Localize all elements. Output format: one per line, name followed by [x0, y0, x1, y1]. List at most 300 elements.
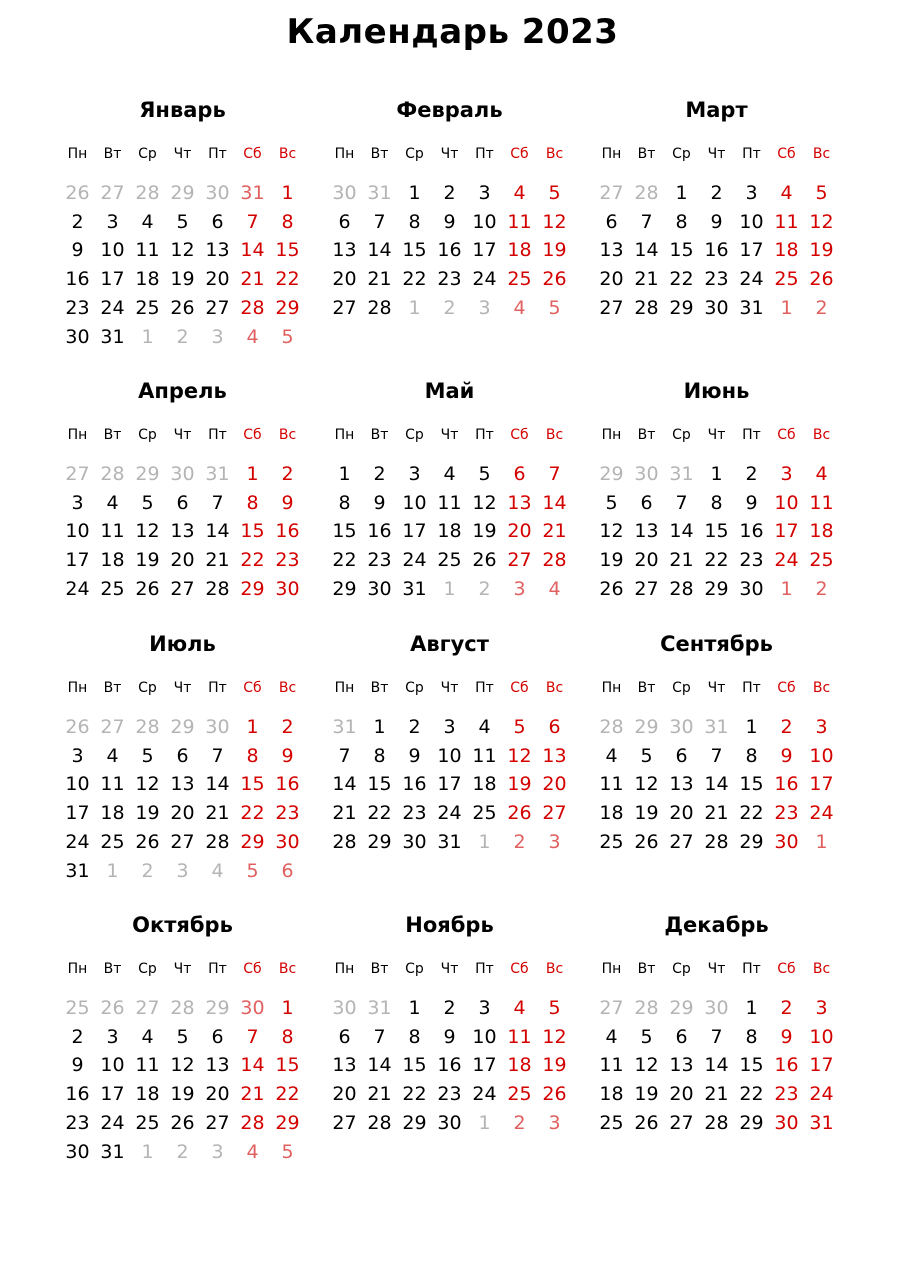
day-cell-other-month: 2: [443, 296, 456, 319]
month-block: [594, 631, 839, 901]
day-cell: 29: [367, 830, 392, 853]
day-cell: 24: [437, 802, 462, 825]
weekday-header: Чт: [440, 427, 459, 443]
weekday-header: Чт: [707, 961, 726, 977]
weekday-header: Чт: [707, 427, 726, 443]
day-cell: 13: [332, 239, 357, 262]
day-cell: 19: [135, 802, 160, 825]
day-cell: 5: [548, 997, 561, 1019]
day-cell: 31: [739, 296, 764, 319]
day-cell: 11: [135, 239, 160, 262]
day-cell: 26: [135, 830, 160, 853]
day-cell-other-month: 1: [780, 577, 793, 600]
weekday-header: Пт: [208, 427, 227, 443]
day-cell: 3: [106, 210, 119, 233]
day-cell: 11: [100, 520, 125, 543]
day-cell: 14: [542, 491, 567, 514]
weekday-header: Пн: [67, 680, 88, 696]
day-cell: 29: [739, 1111, 764, 1134]
day-cell: 26: [135, 577, 160, 600]
day-cell: 21: [704, 802, 729, 825]
day-cell-other-month: 30: [634, 463, 659, 485]
day-cell: 15: [402, 239, 427, 262]
day-cell-other-month: 31: [704, 716, 729, 738]
day-cell: 31: [100, 325, 125, 348]
day-cell: 11: [437, 491, 462, 514]
day-cell: 23: [437, 1083, 462, 1106]
day-cell: 17: [100, 1083, 125, 1106]
day-cell: 28: [542, 549, 567, 572]
weekday-header: Пн: [334, 146, 355, 162]
day-cell: 18: [507, 1054, 532, 1077]
day-cell: 8: [338, 491, 351, 514]
day-cell-other-month: 30: [240, 997, 265, 1019]
weekday-header: Пт: [475, 961, 494, 977]
day-cell: 12: [542, 1025, 567, 1048]
month-block: [327, 378, 572, 648]
day-cell: 29: [275, 296, 300, 319]
day-cell: 31: [809, 1111, 834, 1134]
day-cell: 23: [704, 268, 729, 291]
day-cell: 19: [170, 1083, 195, 1106]
weekday-header: Вс: [545, 146, 564, 162]
weekday-header: Вт: [637, 427, 656, 443]
day-cell-other-month: 29: [669, 997, 694, 1019]
day-cell: 1: [281, 182, 294, 204]
day-cell: 7: [338, 744, 351, 767]
day-cell: 7: [640, 210, 653, 233]
weekday-header: Вт: [370, 961, 389, 977]
day-cell: 17: [809, 1054, 834, 1077]
day-cell: 3: [478, 997, 491, 1019]
day-cell: 22: [704, 549, 729, 572]
day-cell: 6: [605, 210, 618, 233]
day-cell: 24: [809, 1083, 834, 1106]
day-cell: 17: [472, 239, 497, 262]
day-cell-other-month: 30: [205, 182, 230, 204]
day-cell: 20: [507, 520, 532, 543]
day-cell: 12: [135, 773, 160, 796]
month-block: [594, 378, 839, 648]
day-cell: 4: [141, 1025, 154, 1048]
weekday-header: Вт: [637, 146, 656, 162]
day-cell: 17: [774, 520, 799, 543]
day-cell: 15: [332, 520, 357, 543]
day-cell: 2: [780, 997, 793, 1019]
weekday-header: Сб: [243, 427, 262, 443]
day-cell: 12: [809, 210, 834, 233]
weekday-header: Вс: [812, 146, 831, 162]
day-cell: 26: [809, 268, 834, 291]
month-block: [327, 631, 572, 901]
month-block: [327, 97, 572, 367]
day-cell: 16: [774, 1054, 799, 1077]
day-cell: 20: [332, 1083, 357, 1106]
day-cell: 29: [704, 577, 729, 600]
day-cell: 2: [443, 182, 456, 204]
day-cell: 20: [669, 802, 694, 825]
day-cell: 2: [71, 210, 84, 233]
day-cell: 5: [640, 1025, 653, 1048]
day-cell: 23: [65, 296, 90, 319]
day-cell: 16: [739, 520, 764, 543]
weekday-header: Вс: [278, 427, 297, 443]
day-cell-other-month: 4: [246, 325, 259, 348]
weekday-header: Пн: [334, 680, 355, 696]
day-cell: 20: [332, 268, 357, 291]
day-cell: 27: [170, 830, 195, 853]
day-cell: 2: [443, 997, 456, 1019]
day-cell: 4: [106, 744, 119, 767]
day-cell: 8: [281, 210, 294, 233]
day-cell: 14: [634, 239, 659, 262]
day-cell: 19: [135, 549, 160, 572]
day-cell: 11: [507, 210, 532, 233]
day-cell: 4: [478, 716, 491, 738]
day-cell-other-month: 4: [513, 296, 526, 319]
weekday-header: Пт: [742, 961, 761, 977]
day-cell: 8: [408, 210, 421, 233]
weekday-header: Сб: [777, 961, 796, 977]
month-block: [60, 912, 305, 1182]
day-cell: 15: [739, 1054, 764, 1077]
day-cell-other-month: 31: [332, 716, 357, 738]
day-cell: 28: [704, 1111, 729, 1134]
day-cell: 24: [809, 802, 834, 825]
day-cell: 17: [437, 773, 462, 796]
day-cell: 6: [211, 1025, 224, 1048]
day-cell: 12: [170, 239, 195, 262]
day-cell: 2: [71, 1025, 84, 1048]
day-cell: 18: [135, 268, 160, 291]
day-cell: 25: [507, 1083, 532, 1106]
day-cell: 18: [472, 773, 497, 796]
day-cell: 23: [774, 1083, 799, 1106]
day-cell: 21: [704, 1083, 729, 1106]
day-cell: 9: [780, 1025, 793, 1048]
day-cell: 31: [437, 830, 462, 853]
day-cell: 25: [599, 830, 624, 853]
day-cell: 16: [65, 1083, 90, 1106]
day-cell: 12: [170, 1054, 195, 1077]
day-cell: 15: [739, 773, 764, 796]
day-cell: 17: [402, 520, 427, 543]
month-name: Сентябрь: [660, 632, 773, 656]
day-cell: 6: [640, 491, 653, 514]
day-cell: 25: [135, 296, 160, 319]
day-cell: 6: [548, 716, 561, 738]
weekday-header: Вс: [278, 680, 297, 696]
day-cell: 2: [780, 716, 793, 738]
day-cell-other-month: 1: [443, 577, 456, 600]
day-cell-other-month: 27: [100, 182, 125, 204]
day-cell: 29: [240, 577, 265, 600]
day-cell: 1: [408, 182, 421, 204]
day-cell: 31: [402, 577, 427, 600]
weekday-header: Сб: [777, 427, 796, 443]
month-block: [60, 97, 305, 367]
day-cell-other-month: 2: [513, 830, 526, 853]
day-cell: 9: [408, 744, 421, 767]
day-cell: 21: [240, 268, 265, 291]
month-block: [60, 631, 305, 901]
day-cell: 9: [780, 744, 793, 767]
weekday-header: Чт: [440, 961, 459, 977]
day-cell: 16: [275, 520, 300, 543]
day-cell-other-month: 3: [513, 577, 526, 600]
day-cell: 7: [710, 1025, 723, 1048]
day-cell: 12: [634, 773, 659, 796]
day-cell: 16: [437, 1054, 462, 1077]
day-cell: 13: [507, 491, 532, 514]
day-cell: 7: [373, 210, 386, 233]
weekday-header: Ср: [672, 680, 691, 696]
day-cell: 10: [472, 210, 497, 233]
weekday-header: Вс: [545, 961, 564, 977]
day-cell: 5: [605, 491, 618, 514]
weekday-header: Ср: [672, 961, 691, 977]
day-cell: 1: [408, 997, 421, 1019]
day-cell-other-month: 28: [135, 182, 160, 204]
day-cell: 26: [472, 549, 497, 572]
day-cell: 5: [141, 491, 154, 514]
day-cell: 19: [542, 239, 567, 262]
weekday-header: Пн: [601, 146, 622, 162]
day-cell-other-month: 27: [135, 997, 160, 1019]
day-cell-other-month: 1: [106, 859, 119, 882]
day-cell: 30: [65, 1140, 90, 1163]
weekday-header: Вт: [103, 961, 122, 977]
day-cell: 11: [100, 773, 125, 796]
day-cell: 11: [599, 773, 624, 796]
day-cell: 14: [704, 773, 729, 796]
day-cell: 16: [704, 239, 729, 262]
day-cell: 12: [634, 1054, 659, 1077]
day-cell: 25: [135, 1111, 160, 1134]
day-cell-other-month: 30: [332, 997, 357, 1019]
day-cell: 18: [599, 802, 624, 825]
day-cell: 1: [281, 997, 294, 1019]
day-cell-other-month: 5: [281, 325, 294, 348]
day-cell: 9: [443, 210, 456, 233]
day-cell: 10: [774, 491, 799, 514]
day-cell: 6: [211, 210, 224, 233]
day-cell: 30: [704, 296, 729, 319]
day-cell: 9: [373, 491, 386, 514]
weekday-header: Сб: [510, 146, 529, 162]
month-name: Февраль: [396, 98, 503, 122]
day-cell: 23: [65, 1111, 90, 1134]
day-cell-other-month: 29: [634, 716, 659, 738]
day-cell-other-month: 4: [246, 1140, 259, 1163]
day-cell-other-month: 28: [135, 716, 160, 738]
day-cell-other-month: 4: [211, 859, 224, 882]
day-cell-other-month: 30: [205, 716, 230, 738]
day-cell: 24: [472, 268, 497, 291]
day-cell: 11: [472, 744, 497, 767]
day-cell-other-month: 29: [599, 463, 624, 485]
day-cell-other-month: 31: [669, 463, 694, 485]
weekday-header: Вт: [103, 146, 122, 162]
day-cell: 24: [65, 830, 90, 853]
day-cell: 10: [402, 491, 427, 514]
day-cell: 8: [408, 1025, 421, 1048]
day-cell: 8: [281, 1025, 294, 1048]
day-cell: 22: [739, 1083, 764, 1106]
weekday-header: Чт: [440, 146, 459, 162]
day-cell: 14: [332, 773, 357, 796]
weekday-header: Вс: [812, 427, 831, 443]
day-cell-other-month: 29: [205, 997, 230, 1019]
weekday-header: Вс: [278, 146, 297, 162]
day-cell: 10: [809, 744, 834, 767]
day-cell-other-month: 1: [141, 1140, 154, 1163]
day-cell: 13: [669, 773, 694, 796]
day-cell: 10: [100, 1054, 125, 1077]
month-block: [594, 912, 839, 1182]
day-cell: 29: [275, 1111, 300, 1134]
day-cell: 3: [815, 716, 828, 738]
day-cell-other-month: 2: [176, 1140, 189, 1163]
month-name: Октябрь: [132, 913, 233, 937]
day-cell-other-month: 3: [176, 859, 189, 882]
day-cell: 15: [402, 1054, 427, 1077]
day-cell: 27: [170, 577, 195, 600]
month-block: [327, 912, 572, 1182]
day-cell: 9: [745, 491, 758, 514]
day-cell-other-month: 2: [478, 577, 491, 600]
day-cell: 22: [240, 802, 265, 825]
weekday-header: Вт: [637, 680, 656, 696]
day-cell: 12: [135, 520, 160, 543]
day-cell: 6: [513, 463, 526, 485]
day-cell: 24: [774, 549, 799, 572]
day-cell: 12: [507, 744, 532, 767]
day-cell: 5: [176, 1025, 189, 1048]
day-cell-other-month: 2: [513, 1111, 526, 1134]
day-cell-other-month: 2: [815, 296, 828, 319]
day-cell-other-month: 3: [478, 296, 491, 319]
day-cell: 23: [275, 549, 300, 572]
day-cell: 19: [599, 549, 624, 572]
day-cell: 10: [809, 1025, 834, 1048]
weekday-header: Ср: [405, 680, 424, 696]
weekday-header: Сб: [777, 146, 796, 162]
weekday-header: Сб: [243, 961, 262, 977]
weekday-header: Ср: [672, 427, 691, 443]
weekday-header: Пт: [208, 146, 227, 162]
day-cell: 7: [373, 1025, 386, 1048]
weekday-header: Пт: [475, 680, 494, 696]
day-cell: 20: [634, 549, 659, 572]
day-cell: 2: [373, 463, 386, 485]
weekday-header: Пн: [67, 427, 88, 443]
day-cell-other-month: 28: [599, 716, 624, 738]
month-name: Январь: [139, 98, 226, 122]
day-cell: 18: [100, 802, 125, 825]
day-cell: 8: [246, 491, 259, 514]
month-name: Ноябрь: [405, 913, 494, 937]
day-cell: 13: [205, 1054, 230, 1077]
day-cell: 3: [815, 997, 828, 1019]
day-cell: 26: [634, 830, 659, 853]
day-cell: 5: [141, 744, 154, 767]
day-cell: 30: [774, 1111, 799, 1134]
day-cell: 28: [205, 577, 230, 600]
day-cell: 2: [281, 716, 294, 738]
day-cell: 18: [507, 239, 532, 262]
weekday-header: Пт: [475, 427, 494, 443]
weekday-header: Сб: [510, 680, 529, 696]
day-cell-other-month: 1: [780, 296, 793, 319]
day-cell: 3: [443, 716, 456, 738]
day-cell: 24: [472, 1083, 497, 1106]
day-cell: 18: [599, 1083, 624, 1106]
weekday-header: Пн: [67, 961, 88, 977]
day-cell-other-month: 31: [367, 997, 392, 1019]
day-cell-other-month: 3: [211, 1140, 224, 1163]
day-cell: 1: [710, 463, 723, 485]
day-cell: 24: [65, 577, 90, 600]
day-cell: 8: [675, 210, 688, 233]
day-cell: 20: [205, 268, 230, 291]
day-cell: 23: [402, 802, 427, 825]
day-cell: 28: [240, 1111, 265, 1134]
day-cell: 2: [281, 463, 294, 485]
month-block: [60, 378, 305, 648]
day-cell: 20: [542, 773, 567, 796]
day-cell-other-month: 1: [815, 830, 828, 853]
day-cell: 22: [275, 1083, 300, 1106]
day-cell: 10: [472, 1025, 497, 1048]
day-cell: 19: [634, 802, 659, 825]
day-cell: 31: [65, 859, 90, 882]
day-cell: 8: [373, 744, 386, 767]
weekday-header: Ср: [138, 680, 157, 696]
day-cell: 6: [176, 744, 189, 767]
day-cell: 21: [332, 802, 357, 825]
day-cell: 19: [472, 520, 497, 543]
month-name: Апрель: [138, 379, 227, 403]
day-cell: 27: [669, 830, 694, 853]
weekday-header: Вс: [278, 961, 297, 977]
weekday-header: Ср: [405, 146, 424, 162]
day-cell: 25: [100, 830, 125, 853]
day-cell: 1: [745, 997, 758, 1019]
day-cell: 4: [780, 182, 793, 204]
day-cell: 26: [634, 1111, 659, 1134]
day-cell: 13: [634, 520, 659, 543]
weekday-header: Пт: [742, 146, 761, 162]
day-cell: 14: [367, 1054, 392, 1077]
day-cell-other-month: 5: [246, 859, 259, 882]
day-cell: 25: [599, 1111, 624, 1134]
day-cell: 27: [599, 296, 624, 319]
month-name: Декабрь: [664, 913, 769, 937]
day-cell: 3: [478, 182, 491, 204]
day-cell-other-month: 25: [65, 997, 90, 1019]
day-cell: 16: [275, 773, 300, 796]
day-cell-other-month: 5: [548, 296, 561, 319]
weekday-header: Пт: [208, 961, 227, 977]
day-cell: 9: [281, 744, 294, 767]
day-cell: 27: [332, 1111, 357, 1134]
day-cell: 24: [739, 268, 764, 291]
day-cell: 19: [542, 1054, 567, 1077]
day-cell-other-month: 27: [65, 463, 90, 485]
day-cell-other-month: 27: [599, 997, 624, 1019]
day-cell: 30: [275, 830, 300, 853]
